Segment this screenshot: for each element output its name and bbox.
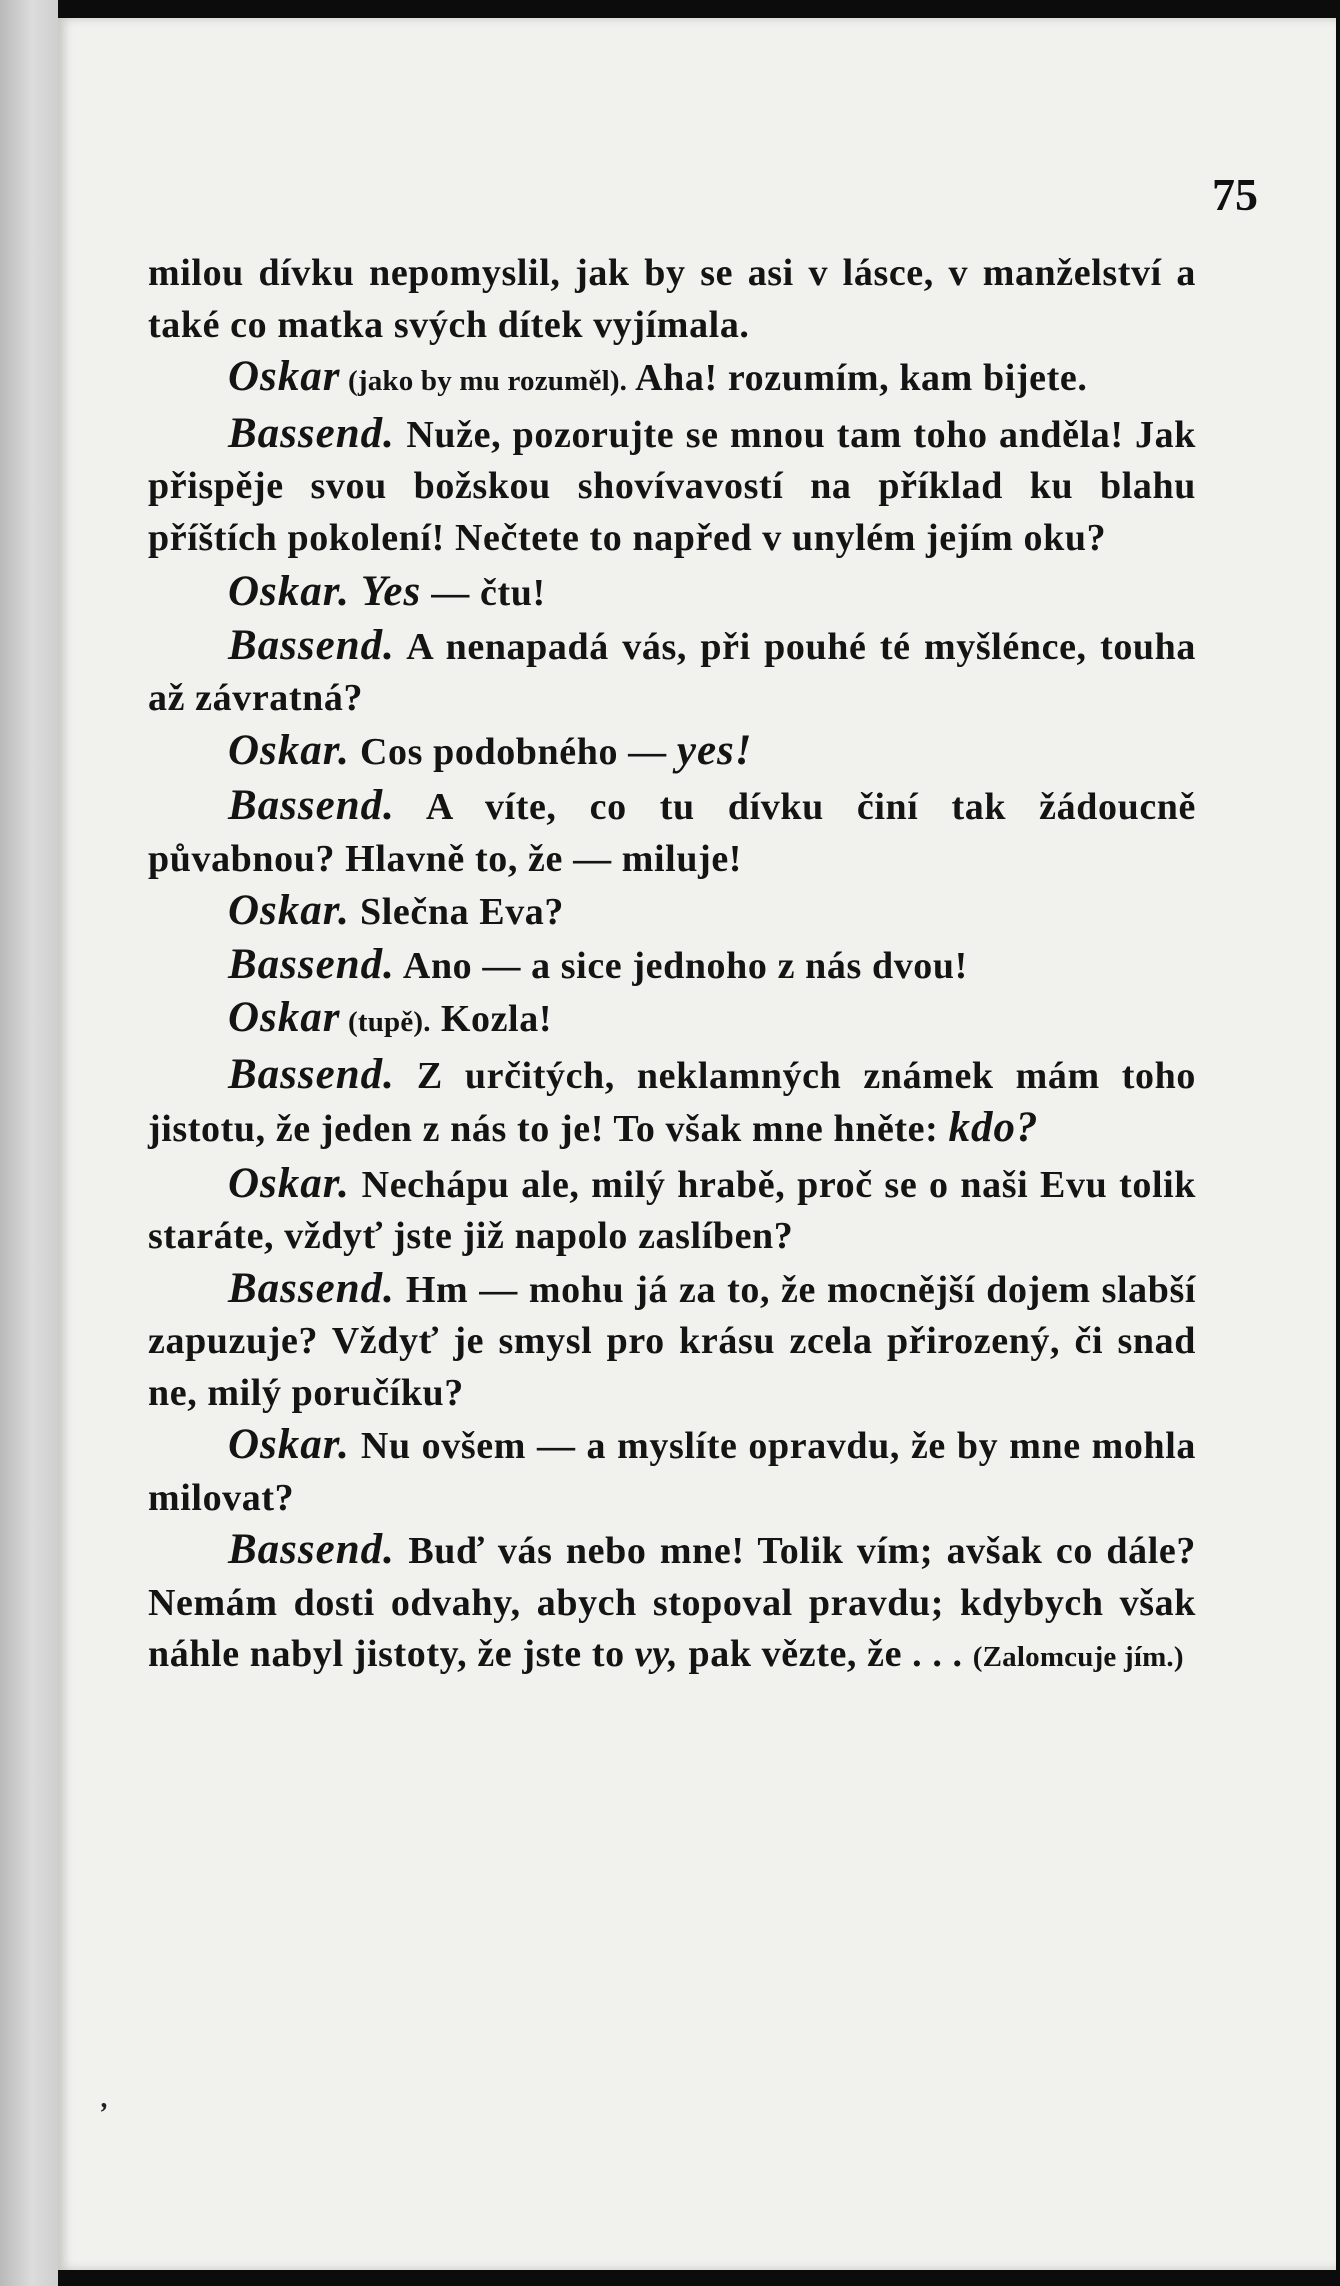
text-segment: — čtu! — [421, 572, 546, 614]
speaker-name: Oskar — [228, 353, 341, 400]
text-segment: milou dívku nepomyslil, jak by se asi v lásce, v manželství a také co matka svých dítek vyjímala. — [148, 252, 1196, 346]
text-segment: Slečna Eva? — [349, 891, 565, 933]
paragraph-11 — [148, 1158, 1196, 1263]
paragraph-5 — [148, 725, 1196, 779]
stage-direction: (tupě). — [340, 1006, 431, 1038]
text-segment: pak vězte, že . . . — [678, 1633, 973, 1675]
speaker-name: Bassend. — [228, 940, 395, 988]
speaker-name: Oskar. — [228, 568, 350, 615]
speaker-name: Bassend. — [228, 1050, 395, 1098]
paragraph-14 — [148, 1524, 1196, 1684]
speaker-name: Oskar. — [228, 1421, 350, 1468]
ink-speck: ʼ — [98, 2098, 108, 2129]
speaker-name: Bassend. — [228, 1526, 395, 1573]
text-segment: A víte, co tu dívku činí tak žádoucně půvabnou? Hlavně to, že — miluje! — [148, 786, 1196, 880]
text-segment: Buď vás nebo mne! Tolik vím; avšak co dále? Nemám dosti odvahy, abych stopoval pravdu; kdybych však náhle nabyl jistoty, že jste to — [148, 1530, 1196, 1675]
emphasis: kdo? — [948, 1104, 1039, 1151]
speaker-name: Oskar — [228, 994, 341, 1041]
paragraph-1 — [148, 351, 1196, 408]
text-segment: Nu ovšem — a myslíte opravdu, že by mne mohla milovat? — [148, 1425, 1196, 1519]
text-segment: Nechápu ale, milý hrabě, proč se o naši Evu tolik staráte, vždyť jste již napolo zaslíben? — [148, 1163, 1196, 1257]
paragraph-6 — [148, 780, 1196, 885]
paragraph-7 — [148, 885, 1196, 939]
paragraph-12 — [148, 1263, 1196, 1420]
page-number: 75 — [1212, 169, 1258, 220]
text-segment: Z určitých, neklamných známek mám toho jistotu, že jeden z nás to je! To však mne hněte: — [148, 1054, 1196, 1150]
paragraph-4 — [148, 620, 1196, 725]
paragraph-0 — [148, 248, 1196, 351]
speaker-name: Bassend. — [228, 409, 395, 457]
text-segment: Ano — a sice jednoho z nás dvou! — [394, 944, 968, 987]
stage-direction: (Zalomcuje jím.) — [972, 1641, 1184, 1673]
adjacent-page-edge — [0, 0, 58, 2286]
paragraph-2 — [148, 408, 1196, 565]
text-segment: Kozla! — [430, 998, 553, 1040]
text-segment: Nuže, pozorujte se mnou tam toho anděla! Jak přispěje svou božskou shovívavostí na příklad ku blahu příštích pokolení! Nečtete to napřed v unylém jejím oku? — [148, 413, 1196, 559]
speaker-name: Bassend. — [228, 782, 395, 829]
text-segment: Aha! rozumím, kam bijete. — [627, 357, 1088, 399]
speaker-name: Bassend. — [228, 1264, 395, 1312]
text-segment: A nenapadá vás, při pouhé té myšlénce, touha až závratná? — [148, 625, 1196, 719]
emphasis: vy, — [634, 1633, 679, 1675]
book-page — [58, 18, 1336, 2270]
paragraph-9 — [148, 992, 1196, 1049]
text-segment: Hm — mohu já za to, že mocnější dojem slabší zapuzuje? Vždyť je smysl pro krásu zcela přirozený, či snad ne, milý poručíku? — [148, 1268, 1196, 1414]
body-text — [148, 248, 1196, 1684]
speaker-name: Bassend. — [228, 621, 395, 669]
paragraph-10 — [148, 1049, 1196, 1156]
stage-direction: (jako by mu rozuměl). — [340, 365, 628, 397]
speaker-name: Oskar. — [228, 726, 350, 774]
emphasis: Yes — [349, 568, 422, 615]
paragraph-13 — [148, 1419, 1196, 1524]
speaker-name: Oskar. — [228, 887, 350, 934]
paragraph-8 — [148, 939, 1196, 993]
emphasis: yes! — [676, 726, 753, 774]
paragraph-3 — [148, 566, 1196, 620]
speaker-name: Oskar. — [228, 1159, 350, 1207]
text-segment: Cos podobného — — [349, 730, 677, 773]
